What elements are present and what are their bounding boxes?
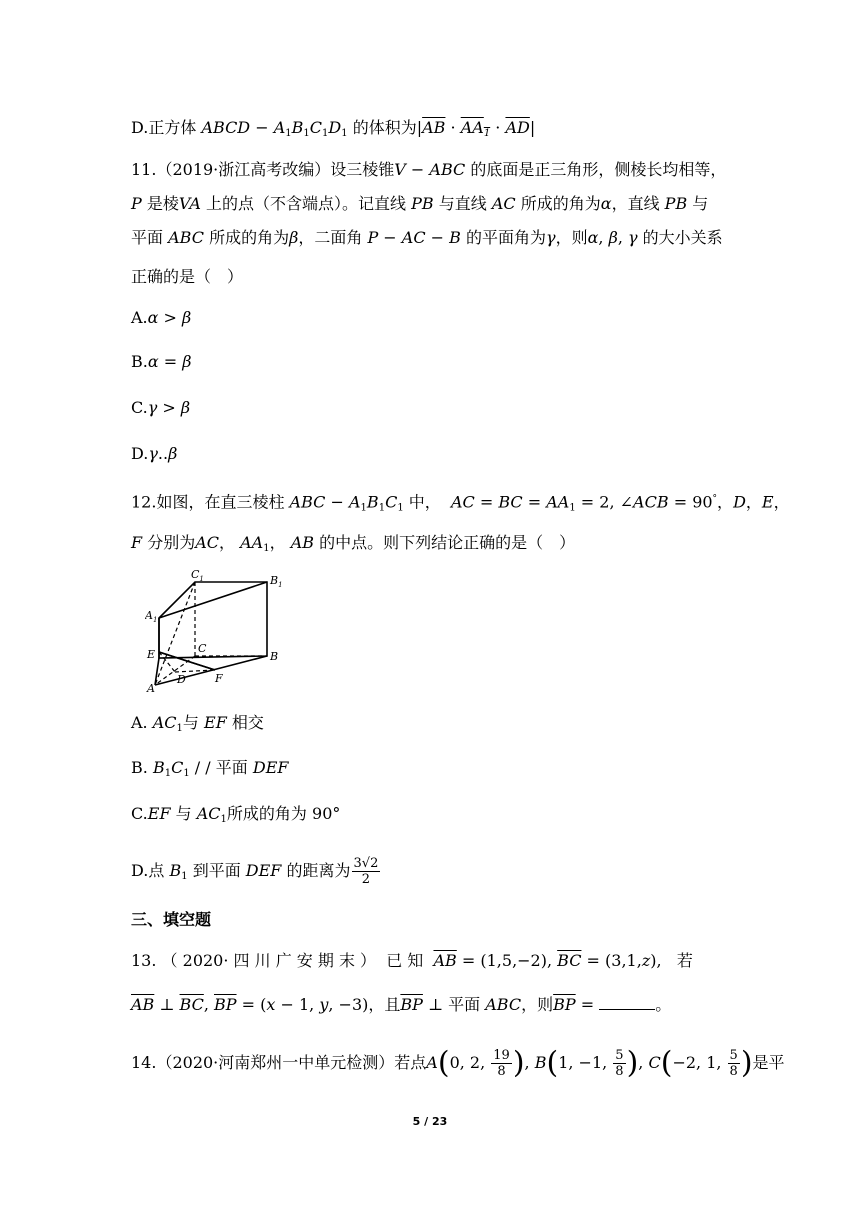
edge-c1-a [155,582,195,685]
text: 若 [676,951,693,970]
text: 所成的角为 [520,194,601,213]
text: 设三棱锥 [330,160,395,179]
text: 已 知 [386,951,424,970]
label-a1: $A_1$ [145,609,158,624]
question-number: 13. [131,951,157,970]
label-e: E [147,648,156,661]
text: 相交 [231,713,264,732]
q13-line1: 13. （ 2020· 四 川 广 安 期 末 ） 已 知 $\overline{AB} = (1,5,-2)$, $\overline{BC} = (3,1,z)$, 若 [131,951,693,970]
option-label: C. [131,398,148,417]
text: 的中点。则下列结论正确的是（ ） [319,533,576,552]
q12-line1: 12.如图，在直三棱柱 ABC − $A_1B_1C_1$ 中， AC = BC = $AA_1 = 2$, ∠ACB = 90°，D，E， [131,492,790,514]
q11-line3: 平面 ABC 所成的角为β，二面角 P − AC − B 的平面角为γ，则α, β, γ 的大小关系 [131,228,723,247]
text: ，且 [368,995,401,1014]
option-label: D.正方体 [131,118,197,137]
text: ，直线 [611,194,660,213]
text: 所成的角为 [209,228,290,247]
label-c1: $C_1$ [191,570,204,583]
text: 到平面 [192,861,241,880]
question-number: 11. [131,160,157,179]
text: 与 [692,194,709,213]
text: 的距离为 [286,861,351,880]
fraction: $\frac{5}{8}$ [615,1048,624,1079]
q12-line2: F 分别为AC， $AA_1$， AB 的中点。则下列结论正确的是（ ） [131,533,576,554]
text: 的平面角为 [466,228,547,247]
option-label: B. [131,352,148,371]
label-f: F [215,672,223,685]
label-b1: $B_1$ [270,574,283,589]
page-number: 5 / 23 [412,1115,448,1128]
text: 平面 [215,758,248,777]
prev-option-d: D.正方体 ABCD − $A_1B_1C_1D_1$ 的体积为$|\overline{AB} \cdot AA_1 \cdot \overline{AD}|$ [131,118,536,139]
text: 平面 [448,995,481,1014]
text: 是棱 [146,194,179,213]
option-label: B. [131,758,148,777]
text: ，则 [521,995,554,1014]
option-label: A. [131,713,148,732]
text: ， [717,492,734,512]
q12-option-d: D.点 $B_1$ 到平面 DEF 的距离为 $\frac{3√2}{2}$ [131,856,379,887]
text: 与 [182,713,199,732]
q12-option-a: A. $AC_1$与 EF 相交 [131,713,264,734]
answer-blank[interactable] [599,995,655,1010]
prism-outline [159,582,267,658]
q11-line1: 11.（2019·浙江高考改编）设三棱锥V − ABC 的底面是正三角形，侧棱长均相等， [131,160,727,179]
prism-figure [145,570,295,700]
option-label: A. [131,308,148,327]
question-number: 14. [131,1053,157,1072]
q12-option-c: C.EF 与 $AC_1$所成的角为 90° [131,804,341,825]
q13-line2: $\overline{AB}$ ⊥ $\overline{BC}$, $\overline{BP} = (x - 1$, y, −3)，且$\overline{BP}$ ⊥ 平面 ABC，则$\overline{BP}$ = 。 [131,995,672,1014]
q12-option-b: B. $B_1C_1$ / / 平面 DEF [131,758,289,779]
text: 平面 [131,228,164,247]
q14-line1: 14.（2020·河南郑州一中单元检测）若点A(0, 2, $\frac{19}{8}$ ), B(1, −1, $\frac{5}{8}$ ), C(−2, 1, $\frac{5}{8}$ )是平 [131,1045,785,1081]
label-d: D [177,673,186,686]
question-source: （2019·浙江高考改编） [156,160,331,179]
q11-option-d: D.γ..β [131,444,178,463]
edge-a1-b1 [159,582,267,618]
text: 上的点（不含端点）。记直线 [206,194,407,213]
text: 与 [175,804,192,823]
q11-option-a: A.α > β [131,308,192,327]
option-label: D. [131,444,149,463]
option-label: D.点 [131,861,165,880]
text: ，二面角 [298,228,363,247]
text: 是平 [752,1053,785,1072]
text: 中， [408,492,441,512]
fraction: $\frac{3√2}{2}$ [353,856,379,887]
section-heading: 三、填空题 [131,910,212,929]
option-label: C. [131,804,148,823]
question-source: （ 2020· 四 川 广 安 期 末 ） [161,951,377,970]
option-text: 的体积为 [352,118,417,137]
q11-line2: P 是棱VA 上的点（不含端点）。记直线 PB 与直线 AC 所成的角为α，直线 PB 与 [131,194,709,213]
label-b: B [270,650,279,663]
text: 。 [655,995,672,1014]
text: ，则 [555,228,588,247]
q11-option-c: C.γ > β [131,398,191,417]
question-source: （2020·河南郑州一中单元检测） [156,1053,395,1072]
question-number: 12.如图，在直三棱柱 [131,492,285,512]
fraction: $\frac{19}{8}$ [493,1048,510,1079]
text: 所成的角为 90° [226,804,341,823]
text: 若点 [394,1053,427,1072]
q11-option-b: B.α = β [131,352,192,371]
text: 与直线 [438,194,487,213]
text: 的大小关系 [642,228,723,247]
q11-line4: 正确的是（ ） [131,267,244,286]
text: 分别为 [147,533,196,552]
label-c: C [198,642,207,655]
label-a: A [147,682,155,695]
text: 的底面是正三角形，侧棱长均相等， [470,160,727,179]
fraction: $\frac{5}{8}$ [729,1048,738,1079]
